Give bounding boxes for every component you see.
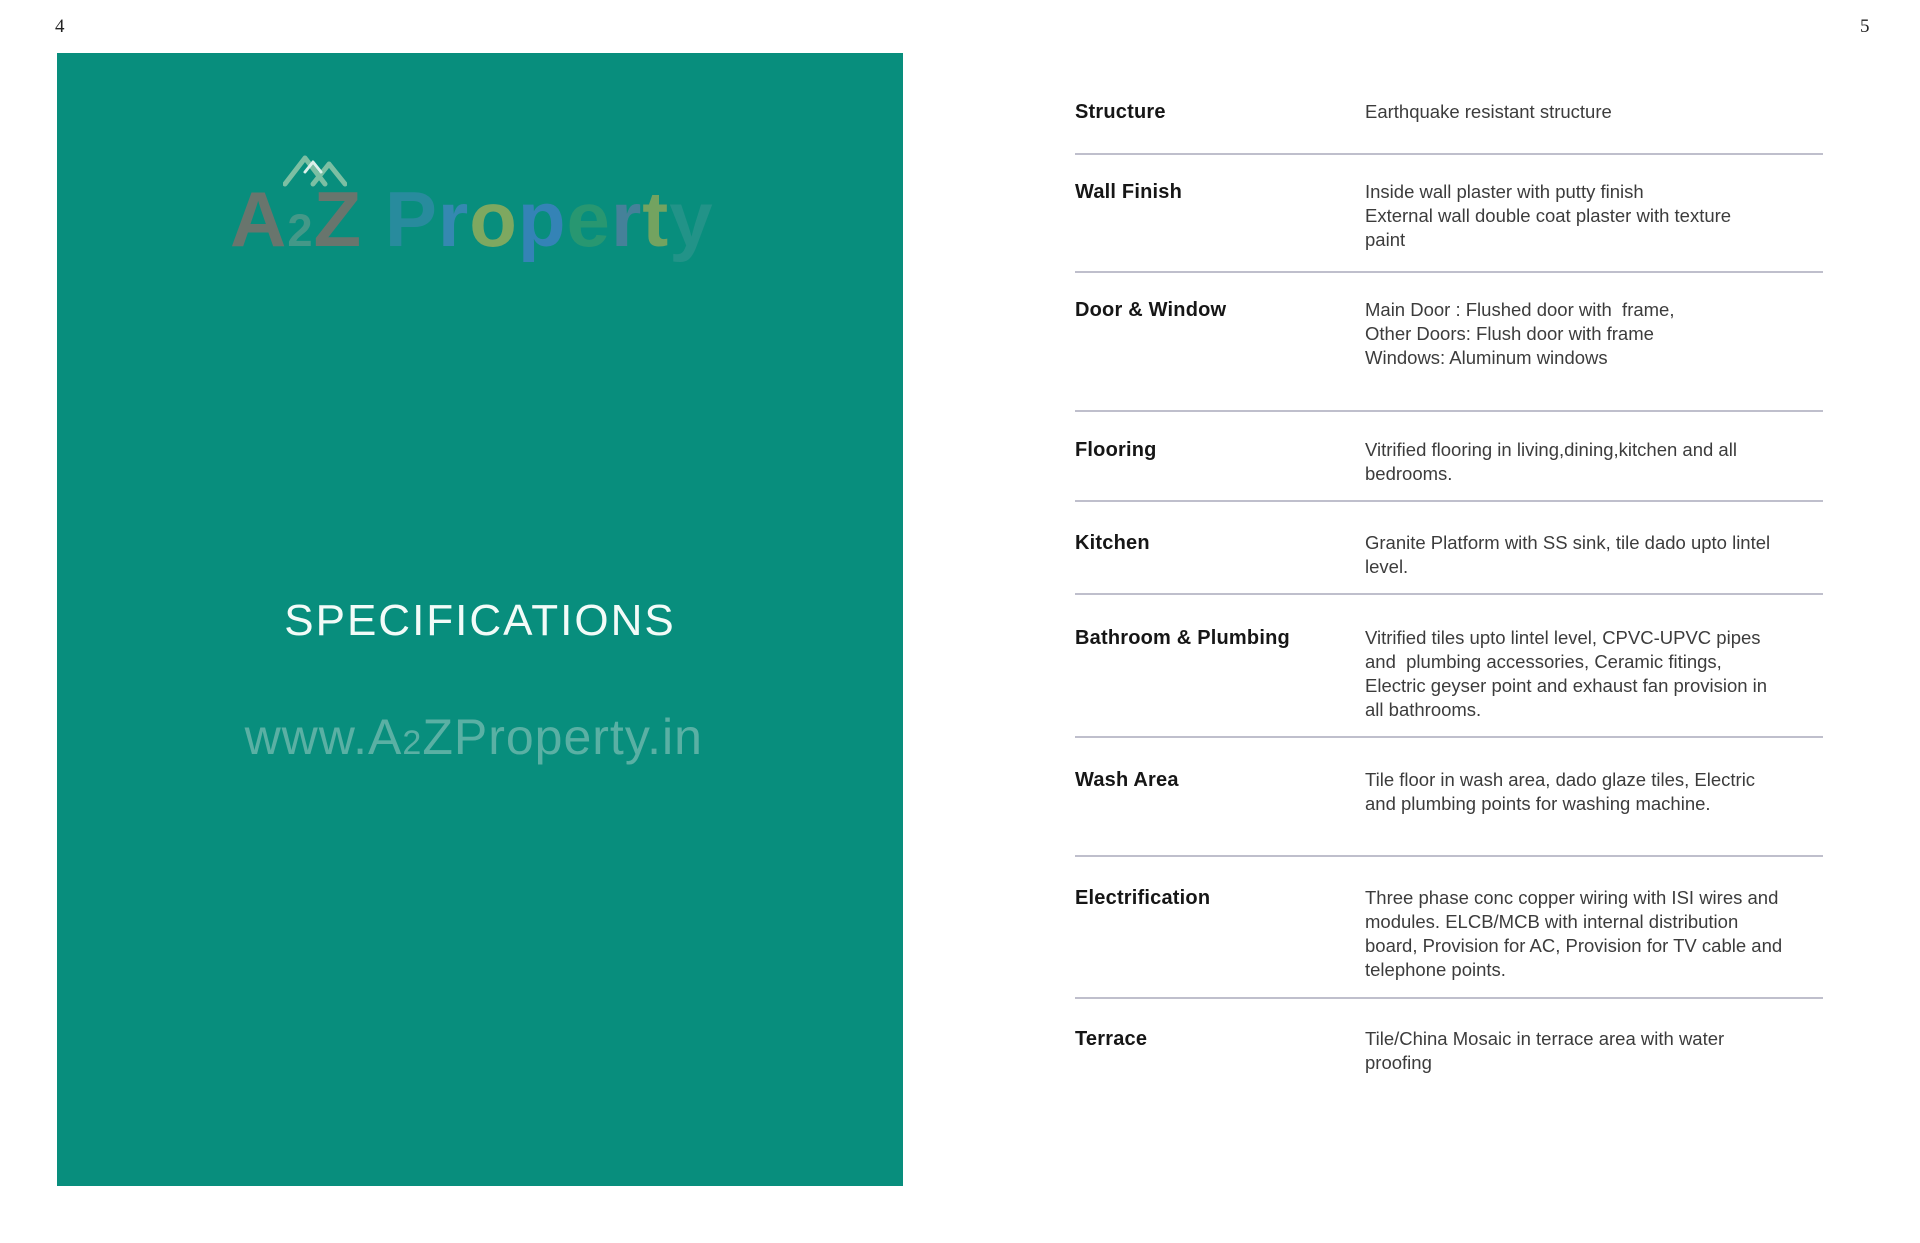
spec-value-line: Three phase conc copper wiring with ISI wires and	[1365, 887, 1779, 908]
spec-value-line: Windows: Aluminum windows	[1365, 347, 1608, 368]
spec-row	[1075, 626, 1767, 722]
spec-value-line: proofing	[1365, 1052, 1432, 1073]
spec-value-line: Vitrified flooring in living,dining,kitchen and all	[1365, 439, 1737, 460]
url-two: 2	[402, 723, 423, 762]
spec-value-line: Tile floor in wash area, dado glaze tiles, Electric	[1365, 769, 1756, 790]
spec-value-line: and plumbing points for washing machine.	[1365, 793, 1711, 814]
specifications-cover-panel	[57, 53, 903, 1186]
spec-value	[1365, 180, 1731, 252]
spec-value-line: Vitrified tiles upto lintel level, CPVC-UPVC pipes	[1365, 627, 1761, 648]
logo-letter: o	[469, 175, 518, 263]
spec-label: Terrace	[1075, 1028, 1148, 1050]
logo-letter: Z	[313, 175, 363, 263]
page-number-left: 4	[55, 16, 65, 37]
spec-value-line: Other Doors: Flush door with frame	[1365, 323, 1654, 344]
spec-row	[1075, 768, 1755, 816]
spec-label: Bathroom & Plumbing	[1075, 627, 1290, 649]
row-divider	[1075, 997, 1823, 999]
spec-value-line: External wall double coat plaster with texture	[1365, 205, 1732, 226]
row-divider	[1075, 153, 1823, 155]
a2z-property-logo-watermark	[230, 175, 714, 263]
spec-value-line: board, Provision for AC, Provision for TV cable and	[1365, 935, 1783, 956]
row-divider	[1075, 855, 1823, 857]
spec-value	[1365, 298, 1675, 370]
spec-value-line: and plumbing accessories, Ceramic fitings,	[1365, 651, 1722, 672]
spec-row	[1075, 180, 1731, 252]
spec-value-line: level.	[1365, 556, 1409, 577]
spec-label: Kitchen	[1075, 532, 1150, 554]
row-divider	[1075, 593, 1823, 595]
spec-value-line: telephone points.	[1365, 959, 1506, 980]
row-divider	[1075, 271, 1823, 273]
logo-letter: r	[437, 175, 470, 263]
spec-value-line: paint	[1365, 229, 1406, 250]
row-divider	[1075, 500, 1823, 502]
logo-letter	[362, 180, 385, 258]
spec-row	[1075, 438, 1737, 486]
spec-row	[1075, 100, 1612, 124]
spec-label: Electrification	[1075, 887, 1211, 909]
spec-value	[1365, 100, 1612, 124]
logo-letter: 2	[287, 205, 314, 256]
spec-value	[1365, 768, 1755, 816]
spec-value-line: Granite Platform with SS sink, tile dado upto lintel	[1365, 532, 1771, 553]
specifications-table	[1075, 0, 1823, 1243]
spec-label: Flooring	[1075, 439, 1157, 461]
spec-label: Structure	[1075, 101, 1166, 123]
spec-row	[1075, 886, 1782, 982]
page-number-right: 5	[1860, 16, 1870, 37]
spec-value	[1365, 1027, 1724, 1075]
spec-value-line: all bathrooms.	[1365, 699, 1482, 720]
logo-letter: e	[566, 175, 611, 263]
logo-letter: p	[517, 175, 567, 263]
spec-value-line: Inside wall plaster with putty finish	[1365, 181, 1644, 202]
url-suffix: ZProperty.in	[422, 708, 703, 765]
logo-letter: t	[642, 175, 670, 263]
spec-label: Door & Window	[1075, 299, 1227, 321]
spec-value-line: Earthquake resistant structure	[1365, 101, 1612, 122]
spec-row	[1075, 531, 1770, 579]
row-divider	[1075, 410, 1823, 412]
url-prefix: www.A	[244, 708, 403, 765]
spec-value	[1365, 531, 1770, 579]
spec-value-line: bedrooms.	[1365, 463, 1453, 484]
spec-value	[1365, 626, 1767, 722]
logo-letter: A	[230, 175, 288, 263]
spec-label: Wash Area	[1075, 769, 1179, 791]
spec-row	[1075, 298, 1675, 370]
logo-letter: P	[384, 175, 438, 263]
spec-value-line: Main Door : Flushed door with frame,	[1365, 299, 1675, 320]
logo-letter: r	[610, 175, 643, 263]
spec-value-line: modules. ELCB/MCB with internal distribution	[1365, 911, 1739, 932]
spec-row	[1075, 1027, 1724, 1075]
spec-value	[1365, 886, 1782, 982]
spec-value-line: Electric geyser point and exhaust fan provision in	[1365, 675, 1768, 696]
spec-value	[1365, 438, 1737, 486]
spec-value-line: Tile/China Mosaic in terrace area with water	[1365, 1028, 1725, 1049]
spec-label: Wall Finish	[1075, 181, 1183, 203]
row-divider	[1075, 736, 1823, 738]
website-url-watermark	[185, 651, 703, 824]
cover-section-title: SPECIFICATIONS	[284, 596, 676, 645]
logo-letter: y	[669, 175, 714, 263]
